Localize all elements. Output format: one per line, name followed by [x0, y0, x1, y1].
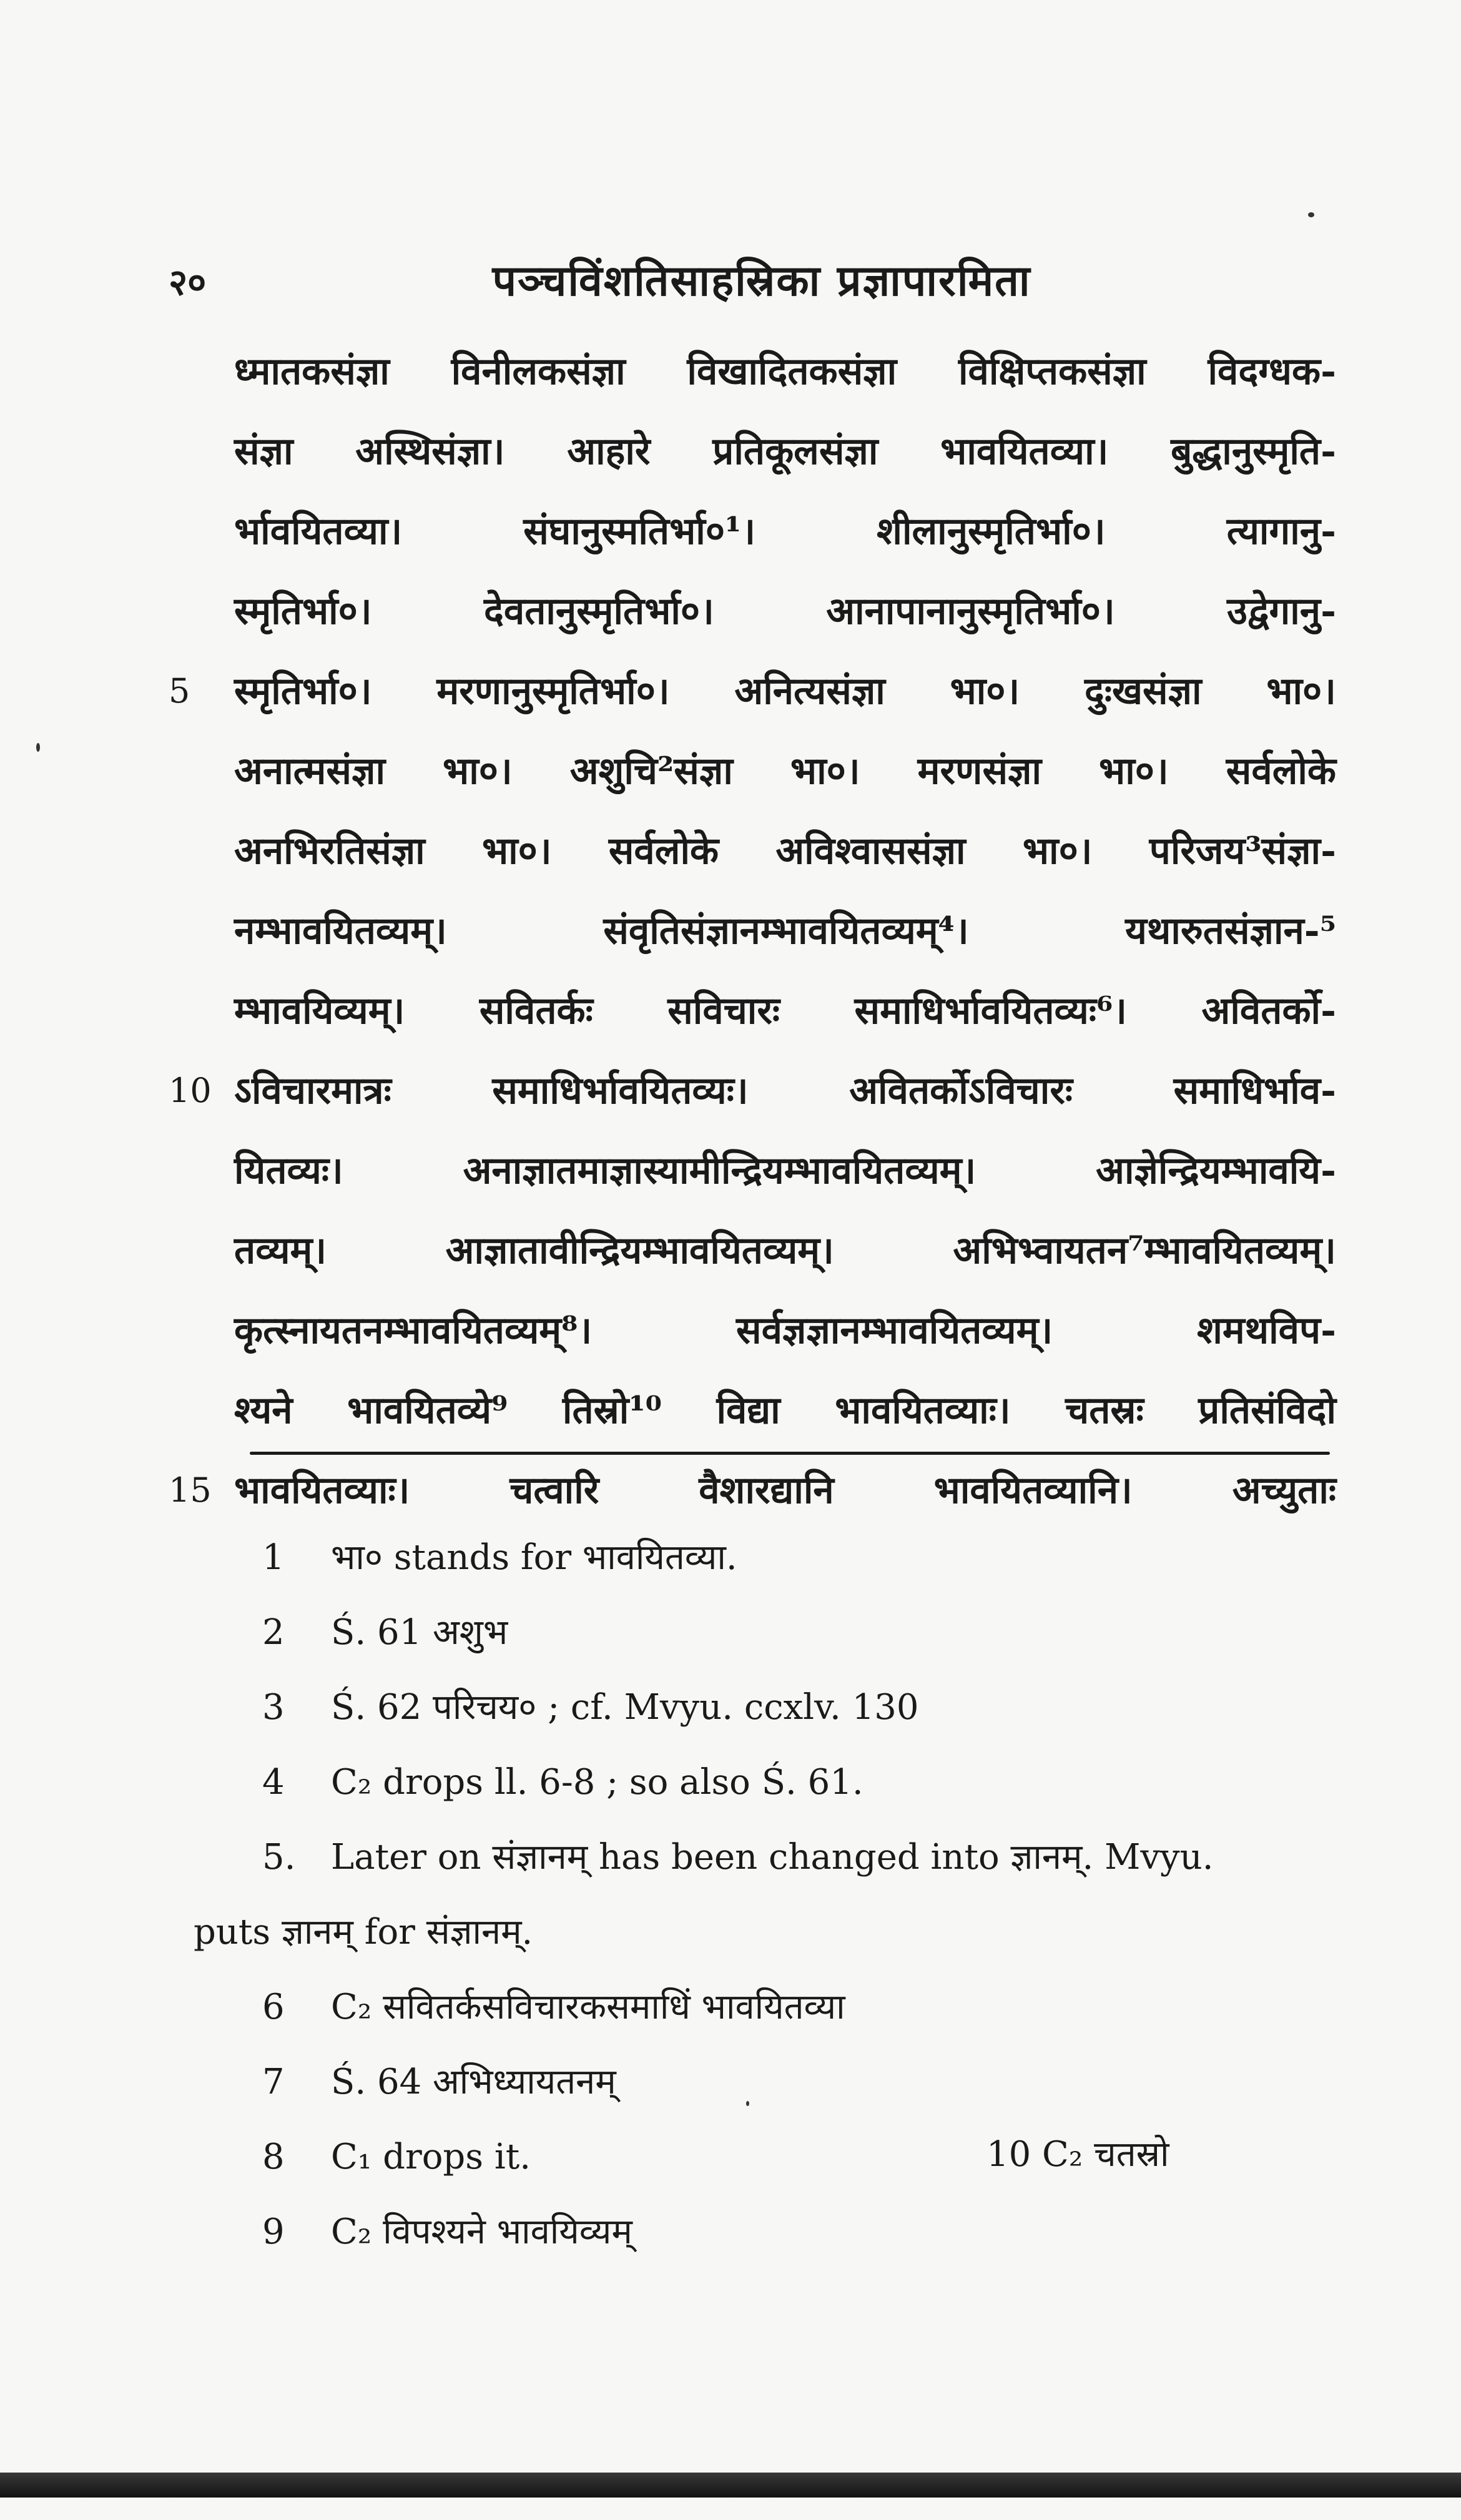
page-number: २० — [169, 261, 207, 303]
footnote-text: Later on संज्ञानम् has been changed into ज्ञानम्. Mvyu. — [331, 1837, 1214, 1878]
footnote — [262, 2048, 1361, 2123]
footnote-number: 3 — [262, 1687, 285, 1728]
footnote-text: Ś. 62 परिचय० ; cf. Mvyu. ccxlv. 130 — [331, 1687, 919, 1728]
footnote — [262, 2123, 1361, 2198]
footnote-number: 8 — [262, 2137, 285, 2177]
footnote — [262, 2198, 1361, 2273]
line-number: 10 — [169, 1071, 212, 1110]
footnote-number: 1 — [262, 1537, 285, 1578]
page-bottom-edge — [0, 2473, 1461, 2498]
footnote-number: 9 — [262, 2212, 285, 2252]
footnote — [262, 1523, 1361, 1598]
text-line: म्भावयिव्यम्। सवितर्कः सविचारः समाधिर्भावयितव्यः⁶। अवितर्को- — [234, 989, 1336, 1033]
text-line: श्यने भावयितव्ये⁹ तिस्रो¹⁰ विद्या भावयितव्याः। चतस्रः प्रतिसंविदो — [234, 1389, 1336, 1432]
footnote — [262, 1748, 1361, 1823]
text-line: र्भावयितव्या। संघानुस्मतिर्भा०¹। शीलानुस्मृतिर्भा०। त्यागानु- — [234, 509, 1336, 553]
footnote-continuation — [194, 1898, 1361, 1973]
footnote-text: C₂ विपश्यने भावयिव्यम् — [331, 2212, 632, 2252]
paper-speck — [36, 743, 40, 752]
line-number: 5 — [169, 671, 190, 711]
footnote-10: 10 C₂ चतस्रो — [986, 2134, 1169, 2175]
line-number: 15 — [169, 1470, 212, 1510]
footnote-number: 6 — [262, 1987, 285, 2027]
running-title: पञ्चविंशतिसाहस्रिका प्रज्ञापारमिता — [492, 256, 1031, 306]
text-line-content: स्मृतिर्भा०। मरणानुस्मृतिर्भा०। अनित्यसंज्ञा भा०। दुःखसंज्ञा भा०। — [234, 669, 1336, 713]
footnotes — [194, 1523, 1361, 2273]
footnote — [262, 1823, 1361, 1898]
footnote-number: 2 — [262, 1612, 285, 1653]
text-line-content: भावयितव्याः। चत्वारि वैशारद्यानि भावयितव्यानि। अच्युताः — [234, 1469, 1336, 1512]
footnote-divider — [250, 1452, 1330, 1455]
text-line-10 — [169, 1060, 1336, 1139]
footnote — [262, 1598, 1361, 1673]
text-line: संज्ञा अस्थिसंज्ञा। आहारे प्रतिकूलसंज्ञा भावयितव्या। बुद्धानुस्मृति- — [234, 430, 1336, 473]
text-line: ध्मातकसंज्ञा विनीलकसंज्ञा विखादितकसंज्ञा विक्षिप्तकसंज्ञा विदग्धक- — [234, 350, 1336, 393]
text-line: स्मृतिर्भा०। देवतानुस्मृतिर्भा०। आनापानानुस्मृतिर्भा०। उद्वेगानु- — [234, 589, 1336, 633]
footnote-text: C₂ drops ll. 6-8 ; so also Ś. 61. — [331, 1762, 863, 1803]
footnote-text: C₂ सवितर्कसविचारकसमाधिं भावयितव्या — [331, 1987, 845, 2027]
text-line: कृत्स्नायतनम्भावयितव्यम्⁸। सर्वज्ञज्ञानम्भावयितव्यम्। शमथविप- — [234, 1309, 1336, 1352]
footnote-number: 4 — [262, 1762, 285, 1803]
text-line-5 — [169, 660, 1336, 740]
footnote-number: 5. — [262, 1837, 296, 1878]
paper-speck — [1308, 212, 1314, 217]
footnote-text: C₁ drops it. — [331, 2137, 531, 2177]
footnote-text: puts ज्ञानम् for संज्ञानम्. — [194, 1912, 533, 1952]
footnote — [262, 1673, 1361, 1748]
footnote-text: Ś. 61 अशुभ — [331, 1612, 508, 1653]
paper-speck — [746, 2101, 749, 2106]
page-header — [169, 250, 1355, 318]
footnote — [262, 1973, 1361, 2048]
text-line: यितव्यः। अनाज्ञातमाज्ञास्यामीन्द्रियम्भावयितव्यम्। आज्ञेन्द्रियम्भावयि- — [234, 1149, 1336, 1193]
footnote-text: Ś. 64 अभिध्यायतनम् — [331, 2062, 616, 2102]
footnote-text: भा० stands for भावयितव्या. — [331, 1537, 737, 1578]
footnote-number: 7 — [262, 2062, 285, 2102]
text-line: अनभिरतिसंज्ञा भा०। सर्वलोके अविश्वाससंज्ञा भा०। परिजय³संज्ञा- — [234, 829, 1336, 873]
text-line: तव्यम्। आज्ञातावीन्द्रियम्भावयितव्यम्। अभिभ्वायतन⁷म्भावयितव्यम्। — [234, 1229, 1336, 1272]
text-line: अनात्मसंज्ञा भा०। अशुचि²संज्ञा भा०। मरणसंज्ञा भा०। सर्वलोके — [234, 749, 1336, 793]
text-line-content: ऽविचारमात्रः समाधिर्भावयितव्यः। अवितर्कोऽविचारः समाधिर्भाव- — [234, 1069, 1336, 1113]
text-line: नम्भावयितव्यम्। संवृतिसंज्ञानम्भावयितव्यम्⁴। यथारुतसंज्ञान-⁵ — [234, 909, 1336, 953]
body-text — [169, 340, 1336, 1539]
